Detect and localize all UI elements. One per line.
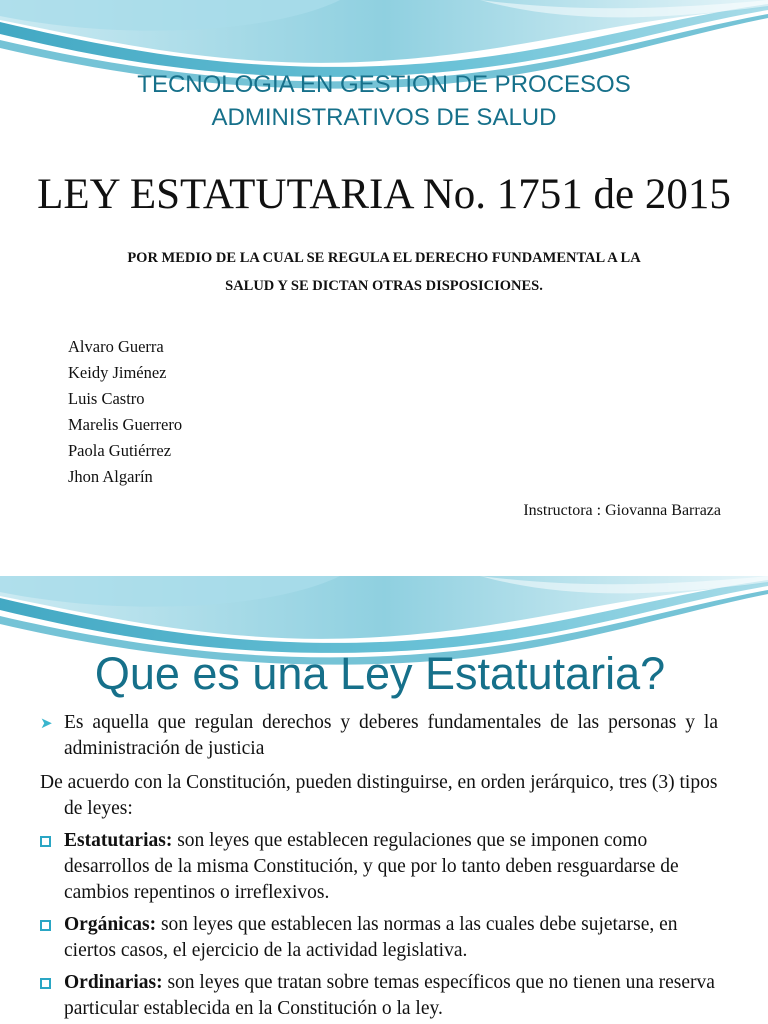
hollow-square-icon	[40, 913, 58, 939]
law-type-term: Estatutarias:	[64, 830, 173, 851]
author-list	[68, 334, 182, 490]
law-type-text: son leyes que establecen regulaciones que se imponen como desarrollos de la misma Constitución, y que por lo tanto deben resguardarse de cambios repentinos o irreflexivos.	[64, 830, 679, 903]
law-type-item	[40, 912, 718, 964]
law-type-text: son leyes que tratan sobre temas específicos que no tienen una reserva particular establecida en la Constitución o la ley.	[64, 972, 715, 1019]
program-title-line-1: TECNOLOGIA EN GESTION DE PROCESOS	[137, 71, 631, 98]
intro-paragraph: De acuerdo con la Constitución, pueden distinguirse, en orden jerárquico, tres (3) tipos de leyes:	[40, 772, 718, 819]
law-title: LEY ESTATUTARIA No. 1751 de 2015	[37, 171, 731, 218]
definition-slide	[0, 576, 768, 1024]
program-title-line-2: ADMINISTRATIVOS DE SALUD	[211, 104, 557, 131]
slide-separator	[0, 556, 768, 576]
hollow-square-icon	[40, 829, 58, 855]
law-type-text: son leyes que establecen las normas a las cuales debe sujetarse, en ciertos casos, el ejercicio de la actividad legislativa.	[64, 914, 678, 961]
author-name: Marelis Guerrero	[68, 415, 183, 434]
law-type-term: Orgánicas:	[64, 914, 157, 935]
program-title	[0, 68, 768, 134]
law-description-line-2: SALUD Y SE DICTAN OTRAS DISPOSICIONES.	[225, 278, 543, 294]
hollow-square-icon	[40, 971, 58, 997]
law-type-item	[40, 970, 718, 1022]
law-type-term: Ordinarias:	[64, 972, 163, 993]
slide-body	[40, 710, 718, 1022]
law-description	[64, 244, 704, 300]
bullet-text: Es aquella que regulan derechos y deberes fundamentales de las personas y la administración de justicia	[64, 712, 718, 759]
slide-title: Que es una Ley Estatutaria?	[94, 648, 666, 699]
arrow-right-icon: ➤	[40, 716, 53, 732]
author-name: Paola Gutiérrez	[68, 441, 172, 460]
author-name: Jhon Algarín	[68, 467, 153, 486]
arrow-bullet-item	[40, 710, 718, 762]
instructor-name: Instructora : Giovanna Barraza	[523, 502, 721, 519]
author-name: Keidy Jiménez	[68, 363, 167, 382]
law-type-item	[40, 828, 718, 906]
law-description-line-1: POR MEDIO DE LA CUAL SE REGULA EL DERECHO FUNDAMENTAL A LA	[127, 250, 641, 266]
author-name: Alvaro Guerra	[68, 337, 164, 356]
author-name: Luis Castro	[68, 389, 145, 408]
